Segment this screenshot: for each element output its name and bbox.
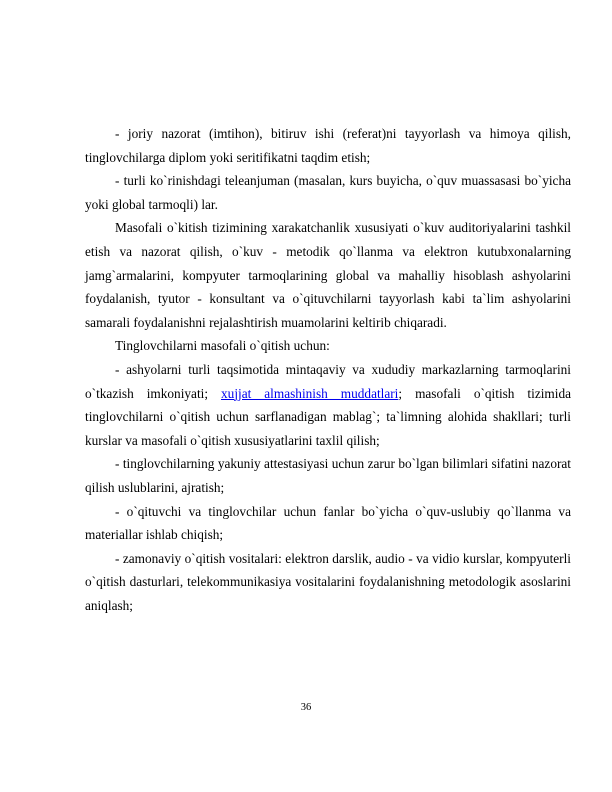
paragraph-modern-tools: - zamonaviy o`qitish vositalari: elektron darslik, audio - va vidio kurslar, kompyuterli o`qitish dasturlari, telekommunikasiya vositalarini foydalanishning metodologik asoslarini aniqlash; — [85, 550, 571, 613]
link-paragraph-after: ; masofali o`qitish tizimida tinglovchilarni o`qitish uchun sarflanadigan mablag`; ta`limning alohida shakllari; turli kurslar va masofali o`qitish xususiyatlarini taxlil qilish; — [85, 385, 572, 448]
link-paragraph-before: - ashyolarni turli taqsimotida mintaqaviy va xududiy markazlarning tarmoqlarini o`tkazish imkoniyati; — [85, 361, 571, 401]
paragraph-exam-defense: - joriy nazorat (imtihon), bitiruv ishi (referat)ni tayyorlash va himoya qilish, tinglovchilarga diplom yoki seritifikatni taqdim etish; — [85, 126, 571, 165]
paragraph-for-students-heading: Tinglovchilarni masofali o`qitish uchun: — [115, 338, 330, 354]
page-number: 36 — [300, 702, 312, 713]
paragraph-teleconference: - turli ko`rinishdagi teleanjuman (masalan, kurs buyicha, o`quv muassasasi bo`yicha yoki global tarmoqli) lar. — [85, 173, 571, 212]
document-exchange-link[interactable]: xujjat almashinish muddatlari — [221, 385, 399, 401]
paragraph-distance-learning-system: Masofali o`kitish tizimining xarakatchanlik xususiyati o`kuv auditoriyalarini tashkil etish va nazorat qilish, o`kuv - metodik qo`llanma va elektron kutubxonalarning jamg`armalarini, kompyuter tarmoqlarining global va mahalliy hisoblash ashyolarini foydalanish, tyutor - konsultant va o`qituvchilarni tayyorlash kabi ta`lim ashyolarini samarali foydalanishni rejalashtirish muamolarini keltirib chiqaradi. — [85, 220, 571, 330]
paragraph-resource-networks — [85, 358, 571, 452]
paragraph-teaching-materials: - o`qituvchi va tinglovchilar uchun fanlar bo`yicha o`quv-uslubiy qo`llanma va materiallar ishlab chiqish; — [85, 503, 571, 543]
page-body — [85, 122, 571, 617]
paragraph-attestation: - tinglovchilarning yakuniy attestasiyasi uchun zarur bo`lgan bilimlari sifatini nazorat qilish uslublarini, ajratish; — [85, 456, 571, 495]
